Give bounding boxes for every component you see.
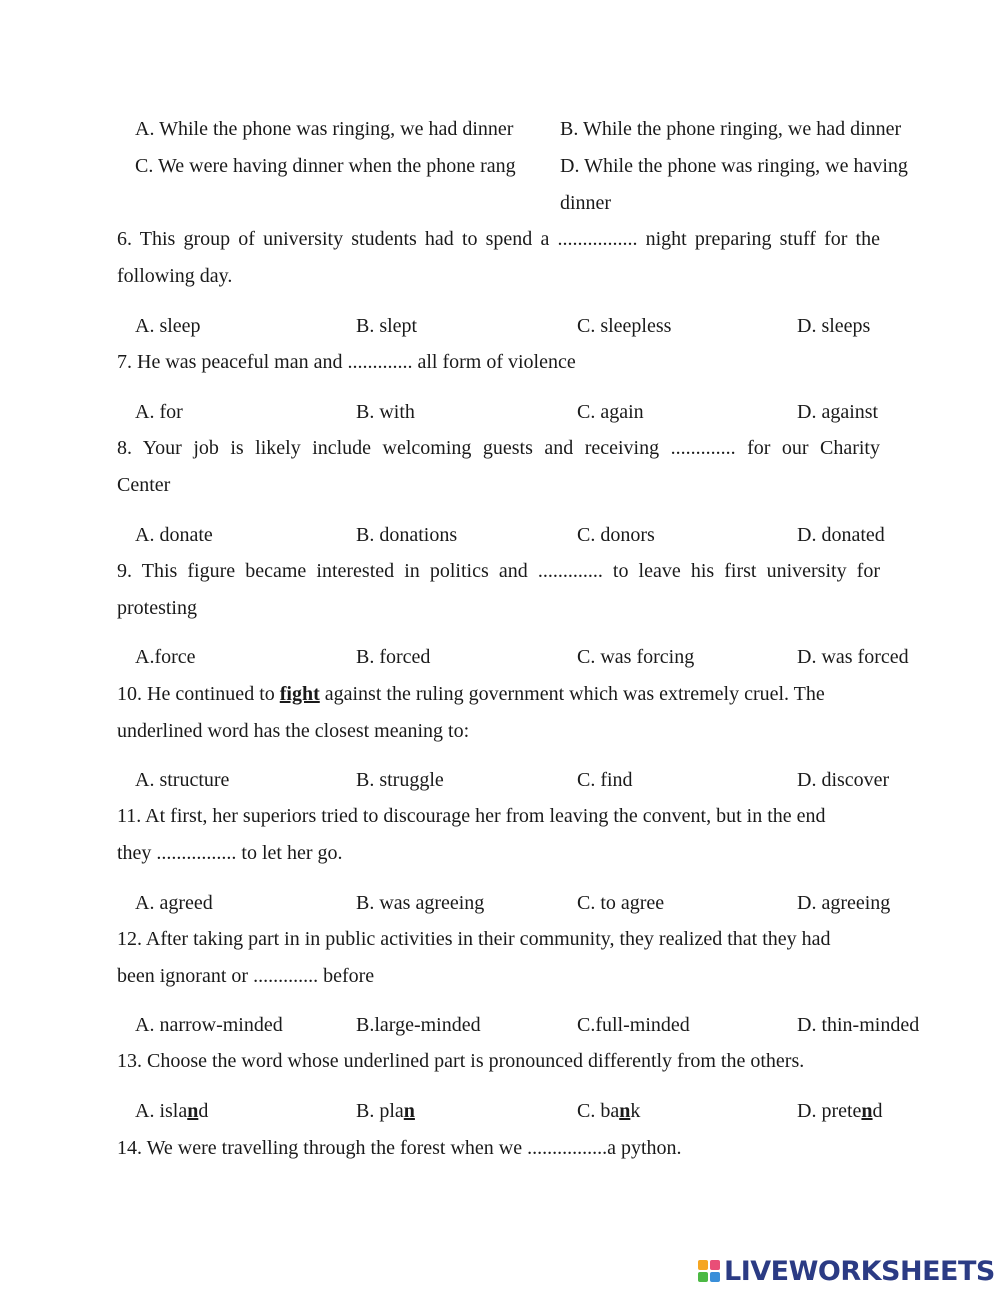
q8-question-line2: Center <box>117 474 171 496</box>
logo-block-1 <box>698 1260 708 1270</box>
q5-option-c: C. We were having dinner when the phone rang <box>135 155 516 177</box>
q13-option-c <box>577 1099 640 1123</box>
q12-question-line1: 12. After taking part in in public activities in their community, they realized that they had <box>117 928 831 950</box>
logo-block-2 <box>710 1260 720 1270</box>
q9-option-c: C. was forcing <box>577 646 695 668</box>
q7-option-d: D. against <box>797 401 879 423</box>
q7-option-a: A. for <box>135 401 183 423</box>
q10-option-d: D. discover <box>797 769 890 791</box>
q8-option-b: B. donations <box>356 524 458 546</box>
q8-option-a: A. donate <box>135 524 213 546</box>
q8-option-d: D. donated <box>797 524 885 546</box>
q13-option-a-post: d <box>198 1100 209 1122</box>
q13-option-b <box>356 1099 415 1123</box>
q12-option-a: A. narrow-minded <box>135 1014 283 1036</box>
q10-option-c: C. find <box>577 769 633 791</box>
q10-text-before: 10. He continued to <box>117 683 280 705</box>
q12-option-b: B.large-minded <box>356 1014 481 1036</box>
q11-question-line2: they ................ to let her go. <box>117 842 343 864</box>
q5-option-d-continued: dinner <box>560 192 612 214</box>
q8-option-c: C. donors <box>577 524 655 546</box>
q13-option-d-underlined: n <box>861 1100 873 1122</box>
q11-option-c: C. to agree <box>577 892 665 914</box>
q13-option-a <box>135 1099 208 1123</box>
q13-option-d <box>797 1099 883 1123</box>
q13-option-c-underlined: n <box>619 1100 631 1122</box>
q10-question-line2: underlined word has the closest meaning to: <box>117 720 470 742</box>
q13-option-c-pre: C. ba <box>577 1100 620 1122</box>
q10-underlined-word: fight <box>279 683 320 705</box>
q5-option-d: D. While the phone was ringing, we having <box>560 155 908 177</box>
q12-option-d: D. thin-minded <box>797 1014 920 1036</box>
q12-option-c: C.full-minded <box>577 1014 690 1036</box>
logo-block-4 <box>710 1272 720 1282</box>
logo-block-3 <box>698 1272 708 1282</box>
q6-option-a: A. sleep <box>135 315 201 337</box>
q6-option-b: B. slept <box>356 315 418 337</box>
q13-option-b-underlined: n <box>403 1100 415 1122</box>
q9-option-a: A.force <box>135 646 196 668</box>
q6-question-line2: following day. <box>117 265 233 287</box>
q11-option-a: A. agreed <box>135 892 213 914</box>
q9-question-line2: protesting <box>117 597 197 619</box>
q6-question-line1: 6. This group of university students had to spend a ................ night preparing stuff for the <box>117 228 880 250</box>
q10-question-line1 <box>117 682 825 706</box>
q7-option-b: B. with <box>356 401 415 423</box>
logo-text: LIVEWORKSHEETS <box>724 1255 995 1287</box>
q6-option-d: D. sleeps <box>797 315 871 337</box>
q13-option-d-post: d <box>872 1100 883 1122</box>
q10-option-a: A. structure <box>135 769 230 791</box>
liveworksheets-logo[interactable] <box>698 1256 995 1286</box>
q9-option-b: B. forced <box>356 646 431 668</box>
q11-question-line1: 11. At first, her superiors tried to discourage her from leaving the convent, but in the end <box>117 805 826 827</box>
q7-option-c: C. again <box>577 401 644 423</box>
q10-text-after: against the ruling government which was extremely cruel. The <box>319 683 825 705</box>
q11-option-d: D. agreeing <box>797 892 891 914</box>
q13-option-a-underlined: n <box>187 1100 199 1122</box>
q13-option-d-pre: D. prete <box>797 1100 862 1122</box>
q7-question-line1: 7. He was peaceful man and ............. all form of violence <box>117 351 576 373</box>
q11-option-b: B. was agreeing <box>356 892 485 914</box>
q8-question-line1: 8. Your job is likely include welcoming guests and receiving ............. for our Charity <box>117 437 880 459</box>
q5-option-a: A. While the phone was ringing, we had dinner <box>135 118 514 140</box>
q12-question-line2: been ignorant or ............. before <box>117 965 375 987</box>
q10-option-b: B. struggle <box>356 769 444 791</box>
q13-option-c-post: k <box>630 1100 641 1122</box>
logo-blocks-icon <box>698 1260 720 1282</box>
q13-option-b-pre: B. pla <box>356 1100 404 1122</box>
q13-option-a-pre: A. isla <box>135 1100 188 1122</box>
q9-option-d: D. was forced <box>797 646 909 668</box>
q6-option-c: C. sleepless <box>577 315 672 337</box>
q13-question-line1: 13. Choose the word whose underlined part is pronounced differently from the others. <box>117 1050 805 1072</box>
q9-question-line1: 9. This figure became interested in politics and ............. to leave his first university for <box>117 560 880 582</box>
q14-question-line1: 14. We were travelling through the forest when we ................a python. <box>117 1137 682 1159</box>
q5-option-b: B. While the phone ringing, we had dinner <box>560 118 902 140</box>
